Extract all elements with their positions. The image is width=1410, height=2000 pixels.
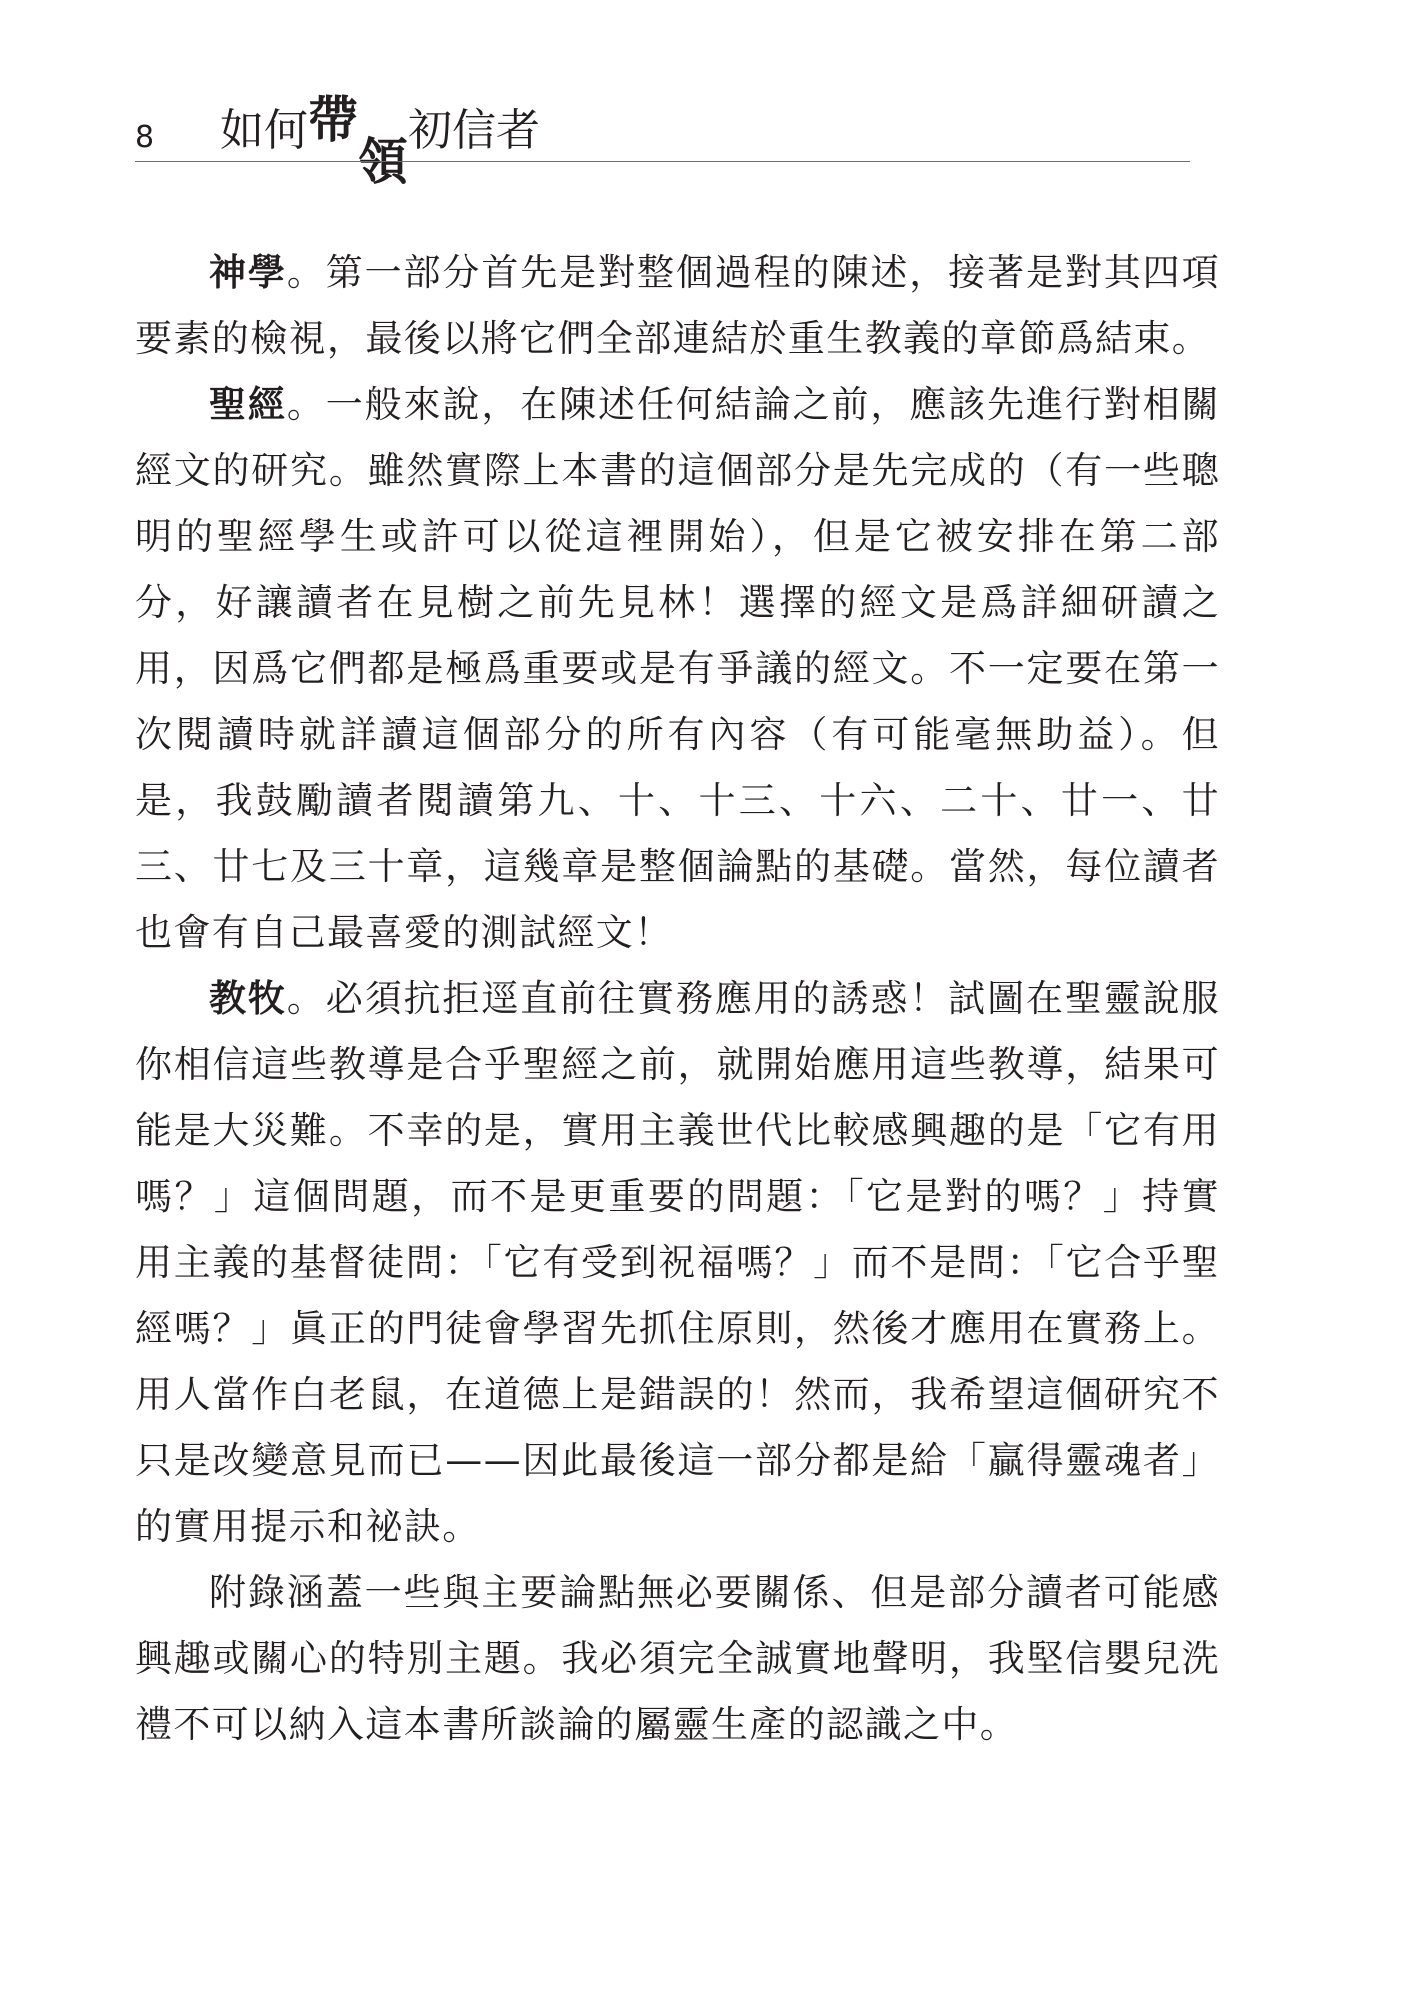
page-number: 8 bbox=[135, 120, 155, 155]
book-title-dai: 帶 bbox=[308, 91, 358, 149]
paragraph-text: 。必須抗拒逕直前往實務應用的誘惑！試圖在聖靈說服你相信這些教導是合乎聖經之前，就開始應用這些教導，結果可能是大災難。不幸的是，實用主義世代比較感興趣的是「它有用嗎？」這個問題，而不是更重要的問題：「它是對的嗎？」持實用主義的基督徒問：「它有受到祝福嗎？」而不是問：「它合乎聖經嗎？」眞正的門徒會學習先抓住原則，然後才應用在實務上。用人當作白老鼠，在道德上是錯誤的！然而，我希望這個研究不只是改變意見而已——因此最後這一部分都是給「贏得靈魂者」的實用提示和祕訣。 bbox=[135, 977, 1220, 1548]
book-title bbox=[220, 91, 540, 191]
header-rule bbox=[135, 161, 1190, 162]
body-text bbox=[135, 240, 1220, 1758]
paragraph-appendix bbox=[135, 1560, 1220, 1758]
section-lead-scripture: 聖經 bbox=[209, 383, 287, 426]
running-header bbox=[135, 91, 1190, 191]
paragraph-text: 附錄涵蓋一些與主要論點無必要關係、但是部分讀者可能感興趣或關心的特別主題。我必須完全誠實地聲明，我堅信嬰兒洗禮不可以納入這本書所談論的屬靈生產的認識之中。 bbox=[135, 1571, 1220, 1746]
book-title-ling: 領 bbox=[358, 133, 408, 191]
paragraph-text: 。一般來說，在陳述任何結論之前，應該先進行對相關經文的研究。雖然實際上本書的這個部分是先完成的（有一些聰明的聖經學生或許可以從這裡開始），但是它被安排在第二部分，好讓讀者在見樹之前先見林！選擇的經文是爲詳細研讀之用，因爲它們都是極爲重要或是有爭議的經文。不一定要在第一次閱讀時就詳讀這個部分的所有內容（有可能毫無助益）。但是，我鼓勵讀者閱讀第九、十、十三、十六、二十、廿一、廿三、廿七及三十章，這幾章是整個論點的基礎。當然，每位讀者也會有自己最喜愛的測試經文！ bbox=[135, 383, 1220, 954]
paragraph-scripture bbox=[135, 372, 1220, 966]
paragraph-pastoral bbox=[135, 966, 1220, 1560]
section-lead-pastoral: 教牧 bbox=[209, 977, 287, 1020]
section-lead-theology: 神學 bbox=[209, 251, 287, 294]
book-title-part2: 初信者 bbox=[408, 105, 540, 156]
paragraph-theology bbox=[135, 240, 1220, 372]
book-title-part1: 如何 bbox=[220, 105, 308, 156]
paragraph-text: 。第一部分首先是對整個過程的陳述，接著是對其四項要素的檢視，最後以將它們全部連結於重生教義的章節爲結束。 bbox=[135, 251, 1220, 360]
